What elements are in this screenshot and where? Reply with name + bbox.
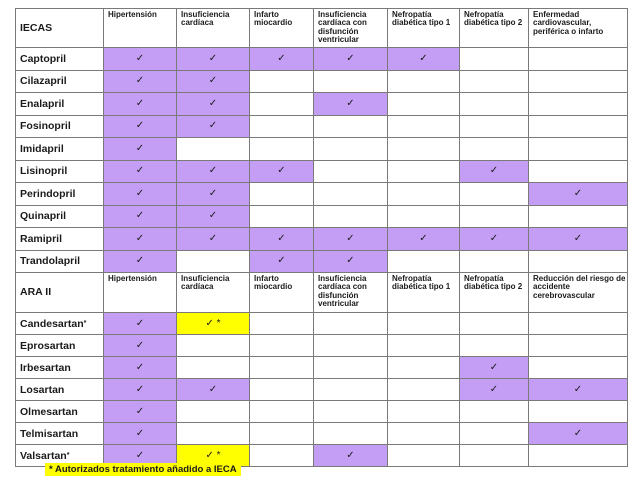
column-header: Nefropatía diabética tipo 1: [388, 273, 460, 313]
check-icon: ✓: [529, 379, 628, 401]
table-row: [16, 183, 628, 206]
empty-cell: [250, 445, 314, 467]
drug-name: Eprosartan: [16, 335, 104, 357]
empty-cell: [388, 423, 460, 445]
empty-cell: [529, 70, 628, 93]
table-row: [16, 138, 628, 161]
empty-cell: [529, 138, 628, 161]
check-icon: ✓ *: [177, 313, 250, 335]
empty-cell: [314, 160, 388, 183]
empty-cell: [388, 183, 460, 206]
column-header: Enfermedad cardiovascular, periférica o infarto: [529, 9, 628, 48]
empty-cell: [529, 313, 628, 335]
empty-cell: [314, 335, 388, 357]
empty-cell: [460, 335, 529, 357]
check-icon: ✓: [104, 228, 177, 251]
drug-name: Lisinopril: [16, 160, 104, 183]
check-icon: ✓: [104, 160, 177, 183]
drug-name: Cilazapril: [16, 70, 104, 93]
empty-cell: [177, 138, 250, 161]
empty-cell: [529, 48, 628, 71]
check-icon: ✓: [104, 357, 177, 379]
empty-cell: [250, 115, 314, 138]
asterisk-mark: *: [66, 451, 70, 459]
check-icon: ✓: [314, 93, 388, 116]
empty-cell: [460, 423, 529, 445]
column-header: Nefropatía diabética tipo 2: [460, 273, 529, 313]
empty-cell: [460, 48, 529, 71]
empty-cell: [314, 205, 388, 228]
empty-cell: [177, 357, 250, 379]
empty-cell: [388, 160, 460, 183]
table-row: [16, 48, 628, 71]
empty-cell: [314, 183, 388, 206]
column-header: Infarto miocardio: [250, 273, 314, 313]
empty-cell: [250, 138, 314, 161]
check-icon: ✓: [177, 115, 250, 138]
asterisk-mark: *: [83, 319, 87, 327]
empty-cell: [529, 205, 628, 228]
empty-cell: [177, 335, 250, 357]
empty-cell: [388, 138, 460, 161]
check-icon: ✓: [388, 228, 460, 251]
column-header: Hipertensión: [104, 9, 177, 48]
empty-cell: [314, 379, 388, 401]
empty-cell: [460, 115, 529, 138]
check-icon: ✓: [177, 160, 250, 183]
empty-cell: [388, 379, 460, 401]
drug-name: Losartan: [16, 379, 104, 401]
table-row: [16, 93, 628, 116]
column-header: Nefropatía diabética tipo 1: [388, 9, 460, 48]
empty-cell: [250, 423, 314, 445]
table-row: [16, 160, 628, 183]
check-icon: ✓: [177, 183, 250, 206]
empty-cell: [250, 313, 314, 335]
empty-cell: [460, 205, 529, 228]
empty-cell: [388, 70, 460, 93]
table-row: [16, 335, 628, 357]
check-icon: ✓: [177, 93, 250, 116]
empty-cell: [460, 183, 529, 206]
column-header: Reducción del riesgo de accidente cerebrovascular: [529, 273, 628, 313]
empty-cell: [250, 335, 314, 357]
table-row: [16, 423, 628, 445]
footnote: * Autorizados tratamiento añadido a IECA: [45, 463, 241, 476]
check-icon: ✓: [388, 48, 460, 71]
check-icon: ✓: [250, 250, 314, 273]
column-header: Hipertensión: [104, 273, 177, 313]
empty-cell: [314, 313, 388, 335]
empty-cell: [460, 401, 529, 423]
empty-cell: [250, 205, 314, 228]
check-icon: ✓: [104, 401, 177, 423]
drug-name: Fosinopril: [16, 115, 104, 138]
check-icon: ✓: [104, 445, 177, 467]
table-row: [16, 205, 628, 228]
check-icon: ✓: [104, 93, 177, 116]
header-row: [16, 273, 628, 313]
table-row: [16, 115, 628, 138]
column-header: ARA II: [16, 273, 104, 313]
empty-cell: [250, 357, 314, 379]
check-icon: ✓: [460, 228, 529, 251]
drug-name: Enalapril: [16, 93, 104, 116]
drug-name: Valsartan*: [16, 445, 104, 467]
empty-cell: [314, 115, 388, 138]
empty-cell: [177, 250, 250, 273]
empty-cell: [388, 313, 460, 335]
empty-cell: [177, 423, 250, 445]
table-row: [16, 70, 628, 93]
table-row: [16, 313, 628, 335]
empty-cell: [529, 250, 628, 273]
empty-cell: [388, 335, 460, 357]
empty-cell: [388, 401, 460, 423]
drug-name: Telmisartan: [16, 423, 104, 445]
drug-name: Trandolapril: [16, 250, 104, 273]
column-header: Infarto miocardio: [250, 9, 314, 48]
empty-cell: [314, 357, 388, 379]
table-row: [16, 401, 628, 423]
empty-cell: [529, 335, 628, 357]
check-icon: ✓: [177, 379, 250, 401]
check-icon: ✓: [104, 313, 177, 335]
check-icon: ✓: [250, 160, 314, 183]
check-icon: ✓: [177, 70, 250, 93]
check-icon: ✓: [529, 423, 628, 445]
check-icon: ✓ *: [177, 445, 250, 467]
column-header: Insuficiencia cardíaca: [177, 273, 250, 313]
drug-name: Ramipril: [16, 228, 104, 251]
empty-cell: [388, 445, 460, 467]
check-icon: ✓: [460, 379, 529, 401]
empty-cell: [529, 115, 628, 138]
empty-cell: [460, 93, 529, 116]
check-icon: ✓: [250, 228, 314, 251]
drug-name: Perindopril: [16, 183, 104, 206]
check-icon: ✓: [250, 48, 314, 71]
column-header: IECAS: [16, 9, 104, 48]
empty-cell: [388, 115, 460, 138]
table-row: [16, 379, 628, 401]
empty-cell: [529, 401, 628, 423]
check-icon: ✓: [460, 160, 529, 183]
drug-indications-table: [15, 8, 628, 467]
empty-cell: [529, 93, 628, 116]
table-row: [16, 228, 628, 251]
drug-name: Candesartan*: [16, 313, 104, 335]
empty-cell: [460, 70, 529, 93]
check-icon: ✓: [177, 48, 250, 71]
check-icon: ✓: [314, 250, 388, 273]
check-icon: ✓: [104, 183, 177, 206]
check-icon: ✓: [314, 445, 388, 467]
empty-cell: [250, 379, 314, 401]
empty-cell: [250, 401, 314, 423]
check-icon: ✓: [104, 379, 177, 401]
empty-cell: [388, 250, 460, 273]
check-icon: ✓: [104, 48, 177, 71]
check-icon: ✓: [177, 205, 250, 228]
empty-cell: [314, 401, 388, 423]
check-icon: ✓: [104, 115, 177, 138]
empty-cell: [250, 93, 314, 116]
empty-cell: [250, 183, 314, 206]
empty-cell: [388, 205, 460, 228]
empty-cell: [388, 93, 460, 116]
check-icon: ✓: [529, 183, 628, 206]
check-icon: ✓: [460, 357, 529, 379]
empty-cell: [529, 357, 628, 379]
empty-cell: [460, 138, 529, 161]
empty-cell: [529, 160, 628, 183]
table-row: [16, 250, 628, 273]
empty-cell: [314, 138, 388, 161]
empty-cell: [460, 250, 529, 273]
column-header: Insuficiencia cardíaca con disfunción ventricular: [314, 273, 388, 313]
empty-cell: [250, 70, 314, 93]
header-row: [16, 9, 628, 48]
check-icon: ✓: [104, 423, 177, 445]
drug-name: Captopril: [16, 48, 104, 71]
empty-cell: [314, 70, 388, 93]
check-icon: ✓: [104, 250, 177, 273]
check-icon: ✓: [104, 335, 177, 357]
drug-name: Olmesartan: [16, 401, 104, 423]
column-header: Insuficiencia cardíaca con disfunción ventricular: [314, 9, 388, 48]
check-icon: ✓: [529, 228, 628, 251]
check-icon: ✓: [104, 138, 177, 161]
empty-cell: [529, 445, 628, 467]
column-header: Nefropatía diabética tipo 2: [460, 9, 529, 48]
drug-name: Quinapril: [16, 205, 104, 228]
table-row: [16, 357, 628, 379]
check-icon: ✓: [314, 48, 388, 71]
empty-cell: [460, 313, 529, 335]
drug-name: Imidapril: [16, 138, 104, 161]
check-icon: ✓: [104, 70, 177, 93]
empty-cell: [388, 357, 460, 379]
drug-name: Irbesartan: [16, 357, 104, 379]
empty-cell: [314, 423, 388, 445]
column-header: Insuficiencia cardíaca: [177, 9, 250, 48]
empty-cell: [460, 445, 529, 467]
check-icon: ✓: [104, 205, 177, 228]
empty-cell: [177, 401, 250, 423]
check-icon: ✓: [177, 228, 250, 251]
check-icon: ✓: [314, 228, 388, 251]
